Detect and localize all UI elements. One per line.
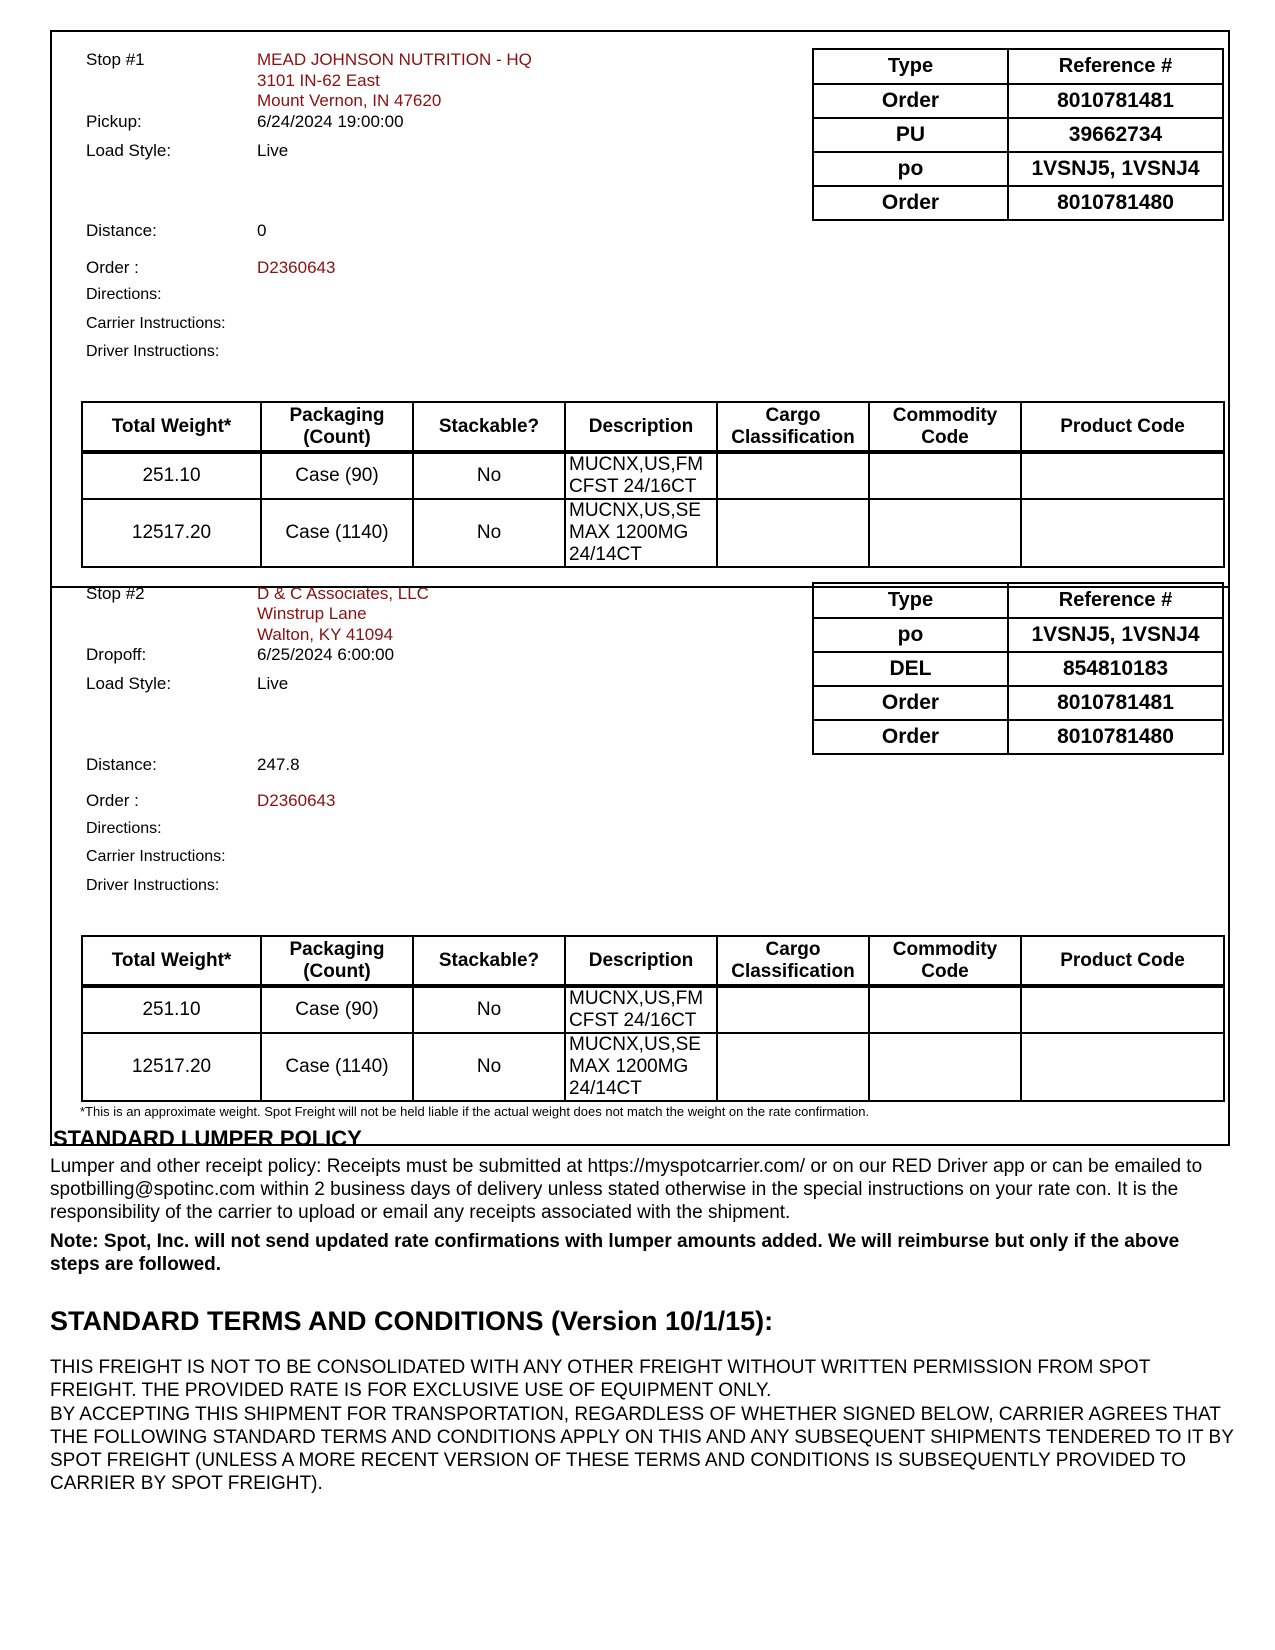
product-cell: [1021, 986, 1224, 1033]
weight-cell: 251.10: [82, 452, 261, 499]
table-row: [82, 499, 1224, 567]
ref-number: 854810183: [1008, 652, 1223, 686]
ref-number: 39662734: [1008, 118, 1223, 152]
stackable-cell: No: [413, 499, 565, 567]
directions-label: Directions:: [86, 820, 162, 837]
pickup-label: Pickup:: [86, 112, 142, 131]
ref-number: 1VSNJ5, 1VSNJ4: [1008, 152, 1223, 186]
distance-value: 247.8: [257, 755, 300, 774]
ref-number: 8010781480: [1008, 720, 1223, 754]
reference-table: [812, 48, 1224, 221]
distance-label: Distance:: [86, 755, 157, 774]
col-header-product-code: Product Code: [1021, 936, 1224, 986]
commodity-cell: [869, 499, 1021, 567]
col-header-cargo-classification: Cargo Classification: [717, 936, 869, 986]
description-cell: MUCNX,US,FM CFST 24/16CT: [565, 986, 717, 1033]
product-cell: [1021, 1033, 1224, 1101]
packaging-cell: Case (1140): [261, 499, 413, 567]
product-cell: [1021, 452, 1224, 499]
ref-type: po: [813, 618, 1008, 652]
driver-instructions-label: Driver Instructions:: [86, 343, 220, 360]
col-header-commodity-code: Commodity Code: [869, 402, 1021, 452]
ref-type: Order: [813, 186, 1008, 220]
pickup-time: 6/24/2024 19:00:00: [257, 112, 404, 131]
terms-paragraph-2: BY ACCEPTING THIS SHIPMENT FOR TRANSPORTATION, REGARDLESS OF WHETHER SIGNED BELOW, CARRIER AGREES THAT THE FOLLOWING STANDARD TERMS AND CONDITIONS APPLY ON THIS AND ANY SUBSEQUENT SHIPMENTS TENDERED TO IT BY SPOT FREIGHT (UNLESS A MORE RECENT VERSION OF THESE TERMS AND CONDITIONS IS SUBSEQUENTLY PROVIDED TO CARRIER BY SPOT FREIGHT).: [50, 1404, 1234, 1494]
order-label: Order :: [86, 258, 139, 277]
ref-type: Order: [813, 84, 1008, 118]
ref-header-type: Type: [813, 49, 1008, 84]
ref-type: DEL: [813, 652, 1008, 686]
items-table: [81, 401, 1225, 568]
stackable-cell: No: [413, 452, 565, 499]
lumper-policy-heading: STANDARD LUMPER POLICY: [53, 1126, 362, 1151]
stop-label: Stop #2: [86, 584, 145, 603]
cargo-cell: [717, 1033, 869, 1101]
col-header-total-weight: Total Weight*: [82, 402, 261, 452]
stackable-cell: No: [413, 986, 565, 1033]
weight-cell: 12517.20: [82, 1033, 261, 1101]
stop-address-line1: 3101 IN-62 East: [257, 71, 380, 90]
description-cell: MUCNX,US,SE MAX 1200MG 24/14CT: [565, 1033, 717, 1101]
col-header-packaging: Packaging (Count): [261, 402, 413, 452]
packaging-cell: Case (90): [261, 452, 413, 499]
reference-table: [812, 582, 1224, 755]
lumper-note: Note: Spot, Inc. will not send updated rate confirmations with lumper amounts added. We will reimburse but only if the above steps are followed.: [50, 1231, 1180, 1275]
ref-header-type: Type: [813, 583, 1008, 618]
load-style-value: Live: [257, 141, 289, 160]
stop-address-line2: Mount Vernon, IN 47620: [257, 91, 442, 110]
distance-label: Distance:: [86, 221, 157, 240]
stop-address-line2: Walton, KY 41094: [257, 625, 394, 644]
driver-instructions-label: Driver Instructions:: [86, 877, 220, 894]
col-header-product-code: Product Code: [1021, 402, 1224, 452]
stop-name: MEAD JOHNSON NUTRITION - HQ: [257, 50, 532, 69]
order-label: Order :: [86, 791, 139, 810]
ref-number: 1VSNJ5, 1VSNJ4: [1008, 618, 1223, 652]
stop-2-section: [50, 586, 1230, 1146]
description-cell: MUCNX,US,SE MAX 1200MG 24/14CT: [565, 499, 717, 567]
col-header-description: Description: [565, 936, 717, 986]
commodity-cell: [869, 452, 1021, 499]
load-style-value: Live: [257, 674, 289, 693]
stackable-cell: No: [413, 1033, 565, 1101]
cargo-cell: [717, 986, 869, 1033]
terms-paragraph-1: THIS FREIGHT IS NOT TO BE CONSOLIDATED WITH ANY OTHER FREIGHT WITHOUT WRITTEN PERMISSION FROM SPOT FREIGHT. THE PROVIDED RATE IS FOR EXCLUSIVE USE OF EQUIPMENT ONLY.: [50, 1357, 1150, 1401]
ref-header-number: Reference #: [1008, 583, 1223, 618]
ref-type: Order: [813, 686, 1008, 720]
load-style-label: Load Style:: [86, 141, 172, 160]
description-cell: MUCNX,US,FM CFST 24/16CT: [565, 452, 717, 499]
weight-footnote: *This is an approximate weight. Spot Freight will not be held liable if the actual weight does not match the weight on the rate confirmation.: [80, 1104, 870, 1119]
commodity-cell: [869, 986, 1021, 1033]
directions-label: Directions:: [86, 286, 162, 303]
packaging-cell: Case (90): [261, 986, 413, 1033]
ref-number: 8010781481: [1008, 84, 1223, 118]
col-header-commodity-code: Commodity Code: [869, 936, 1021, 986]
col-header-stackable: Stackable?: [413, 402, 565, 452]
ref-number: 8010781481: [1008, 686, 1223, 720]
stop-name: D & C Associates, LLC: [257, 584, 429, 603]
weight-cell: 251.10: [82, 986, 261, 1033]
dropoff-time: 6/25/2024 6:00:00: [257, 645, 395, 664]
distance-value: 0: [257, 221, 267, 240]
carrier-instructions-label: Carrier Instructions:: [86, 315, 226, 332]
ref-type: PU: [813, 118, 1008, 152]
terms-heading: STANDARD TERMS AND CONDITIONS (Version 10/1/15):: [50, 1306, 774, 1336]
load-style-label: Load Style:: [86, 674, 172, 693]
table-row: [82, 986, 1224, 1033]
weight-cell: 12517.20: [82, 499, 261, 567]
col-header-packaging: Packaging (Count): [261, 936, 413, 986]
order-value: D2360643: [257, 258, 336, 277]
cargo-cell: [717, 452, 869, 499]
col-header-cargo-classification: Cargo Classification: [717, 402, 869, 452]
table-row: [82, 1033, 1224, 1101]
ref-type: Order: [813, 720, 1008, 754]
stop-1-section: [50, 30, 1230, 587]
commodity-cell: [869, 1033, 1021, 1101]
ref-type: po: [813, 152, 1008, 186]
table-row: [82, 452, 1224, 499]
dropoff-label: Dropoff:: [86, 645, 147, 664]
lumper-policy-text: Lumper and other receipt policy: Receipts must be submitted at https://myspotcarrier.com/ or on our RED Driver app or can be emailed to spotbilling@spotinc.com within 2 business days of delivery unless stated otherwise in the special instructions on your rate con. It is the responsibility of the carrier to upload or email any receipts associated with the shipment.: [50, 1156, 1203, 1223]
ref-number: 8010781480: [1008, 186, 1223, 220]
col-header-total-weight: Total Weight*: [82, 936, 261, 986]
col-header-description: Description: [565, 402, 717, 452]
product-cell: [1021, 499, 1224, 567]
items-table: [81, 935, 1225, 1102]
carrier-instructions-label: Carrier Instructions:: [86, 848, 226, 865]
col-header-stackable: Stackable?: [413, 936, 565, 986]
cargo-cell: [717, 499, 869, 567]
stop-address-line1: Winstrup Lane: [257, 604, 367, 623]
order-value: D2360643: [257, 791, 336, 810]
ref-header-number: Reference #: [1008, 49, 1223, 84]
stop-label: Stop #1: [86, 50, 145, 69]
packaging-cell: Case (1140): [261, 1033, 413, 1101]
